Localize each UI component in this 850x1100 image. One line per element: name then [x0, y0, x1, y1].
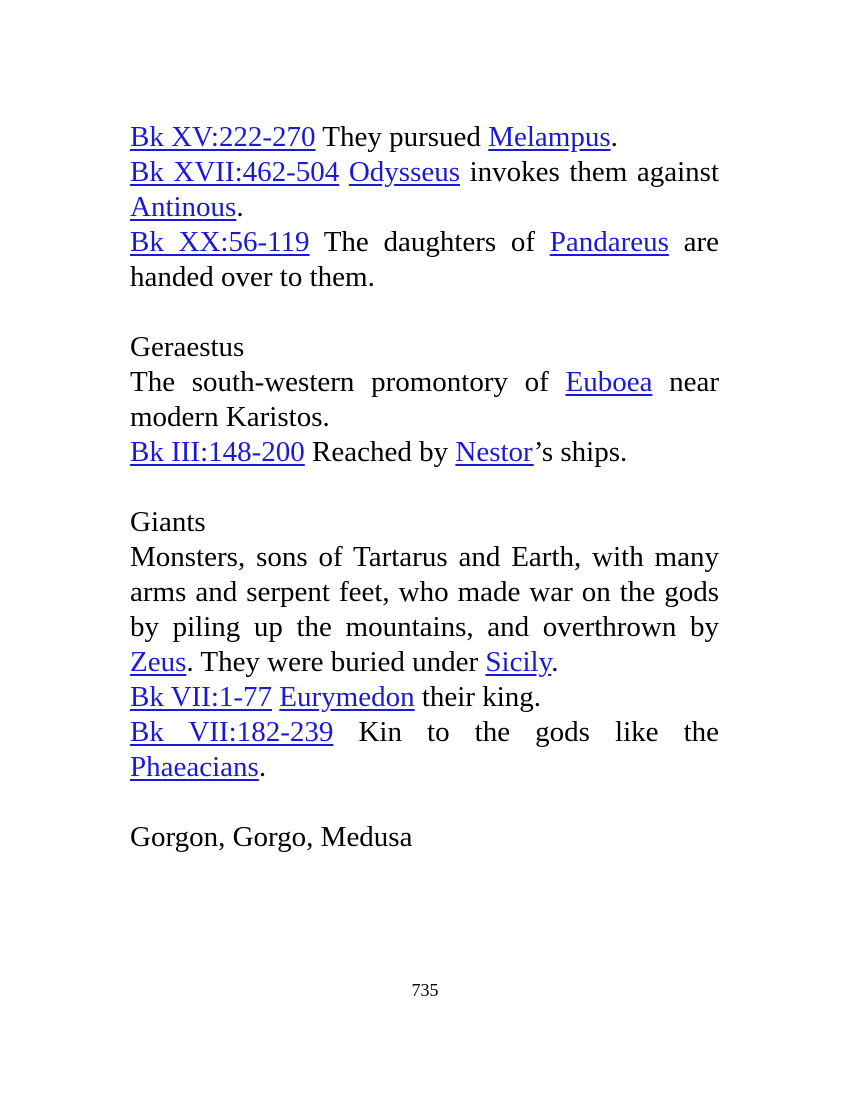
entry-text: . They were buried under [186, 646, 486, 678]
entry-text [339, 156, 349, 188]
reference-link[interactable]: Zeus [130, 646, 187, 678]
entry-text: are handed over to them. [130, 226, 719, 293]
reference-link[interactable]: Eurymedon [279, 681, 415, 713]
reference-link[interactable]: Odysseus [348, 156, 461, 188]
reference-link[interactable]: Bk VII:1-77 [130, 681, 273, 713]
reference-link[interactable]: Sicily [485, 646, 552, 678]
glossary-entry [130, 505, 719, 785]
entry-paragraph [130, 120, 719, 155]
entry-paragraph [130, 155, 719, 225]
reference-link[interactable]: Bk XVII:462-504 [130, 156, 340, 188]
entry-text: . [236, 191, 244, 223]
reference-link[interactable]: Melampus [488, 121, 611, 153]
page-content [130, 120, 719, 855]
reference-link[interactable]: Bk XV:222-270 [130, 121, 316, 153]
entry-text: . [551, 646, 559, 678]
glossary-entry [130, 120, 719, 295]
entry-paragraph [130, 365, 719, 435]
entry-paragraph [130, 435, 719, 470]
entry-text: Gorgon, Gorgo, Medusa [130, 821, 413, 853]
entry-paragraph [130, 540, 719, 680]
entry-text: Monsters, sons of Tartarus and Earth, with many arms and serpent feet, who made war on the gods by piling up the mountains, and overthrown by [130, 541, 719, 643]
page-number: 735 [411, 980, 439, 1000]
entry-text: The south-western promontory of [130, 366, 566, 398]
entry-text: Geraestus [130, 331, 245, 363]
entry-spacer [130, 785, 719, 820]
entry-text: Giants [130, 506, 206, 538]
entry-text: near modern Karistos. [130, 366, 720, 433]
entry-text: They pursued [315, 121, 489, 153]
reference-link[interactable]: Bk VII:182-239 [130, 716, 334, 748]
reference-link[interactable]: Phaeacians [130, 751, 259, 783]
reference-link[interactable]: Bk III:148-200 [130, 436, 305, 468]
glossary-entry [130, 820, 719, 855]
entry-text: ’s ships. [533, 436, 628, 468]
entry-text: Kin to the gods like the [333, 716, 720, 748]
entry-paragraph [130, 330, 719, 365]
reference-link[interactable]: Nestor [455, 436, 534, 468]
entry-text: . [610, 121, 618, 153]
reference-link[interactable]: Antinous [130, 191, 237, 223]
reference-link[interactable]: Euboea [565, 366, 653, 398]
entry-spacer [130, 470, 719, 505]
entry-paragraph [130, 715, 719, 785]
entry-paragraph [130, 820, 719, 855]
entry-spacer [130, 295, 719, 330]
entry-text: invokes them against [460, 156, 720, 188]
reference-link[interactable]: Bk XX:56-119 [130, 226, 310, 258]
glossary-entry [130, 330, 719, 470]
entry-paragraph [130, 680, 719, 715]
entry-text: The daughters of [309, 226, 550, 258]
entry-paragraph [130, 505, 719, 540]
entry-paragraph [130, 225, 719, 295]
reference-link[interactable]: Pandareus [549, 226, 669, 258]
entry-text: Reached by [304, 436, 456, 468]
entry-text: . [258, 751, 267, 783]
entry-text: their king. [414, 681, 542, 713]
